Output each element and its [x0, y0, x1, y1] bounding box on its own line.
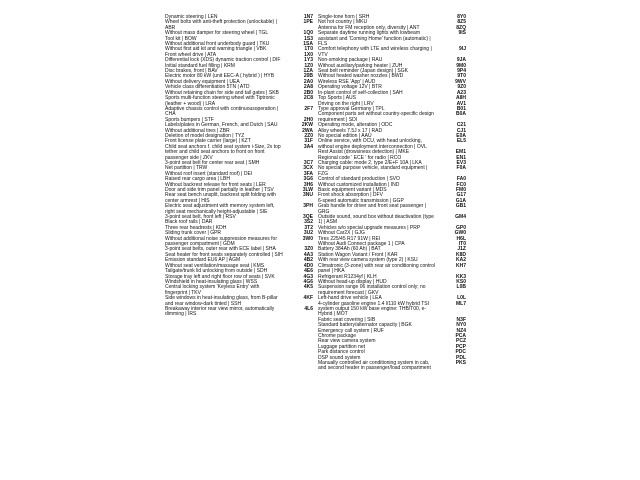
- option-list-left: [165, 15, 313, 318]
- option-description: Grab handle for driver and front seat passenger | GRG: [318, 203, 427, 215]
- option-entry: [318, 302, 466, 318]
- option-code: 2A0: [303, 78, 313, 85]
- option-description: Chrome package: [318, 332, 357, 339]
- option-description: Without seat ventilation/massage seat | KMS: [165, 262, 265, 269]
- option-code: 2Z0: [304, 132, 313, 139]
- option-description: Without customized installation | IND: [318, 181, 400, 188]
- option-description: Park distance control: [318, 349, 365, 356]
- option-entry: [318, 31, 466, 47]
- option-entry: [318, 264, 466, 275]
- option-code: 9IS: [458, 30, 466, 37]
- option-code: 2C8: [303, 95, 313, 102]
- option-description: No special edition | AAU: [318, 132, 372, 139]
- option-code: PCA: [455, 332, 466, 339]
- option-code: AV1: [456, 100, 466, 107]
- option-code: 20B: [303, 73, 313, 80]
- option-description: Without first aid kit and warning triangle | VBK: [165, 46, 267, 53]
- option-code: 2A8: [303, 84, 313, 91]
- option-code: 9Z0: [457, 84, 466, 91]
- option-description: Seat belt reminder (Japan design) | SGK: [318, 68, 408, 75]
- option-description: Component parts set without country-specific design requirement | SDI: [318, 111, 434, 123]
- option-code: PDC: [455, 349, 466, 356]
- option-code: 4D0: [303, 262, 313, 269]
- option-description: Rest Assist (drowsiness detection) | MKE: [318, 149, 410, 156]
- option-code: 3S2: [304, 219, 313, 226]
- option-description: Door and side trim panel partially in leather | TSV: [165, 187, 274, 193]
- option-code: PDL: [456, 354, 466, 361]
- option-description: Wheel bolts with anti-theft protection (unlockable) | ABR: [165, 19, 277, 31]
- option-code: 1N7: [303, 14, 313, 20]
- option-description: Windshield in heat-insulating glass | WSS: [165, 278, 258, 285]
- option-code: 3Z0: [304, 246, 313, 253]
- option-code: N3F: [456, 316, 466, 323]
- option-description: Operating mode, alteration | ODC: [318, 122, 393, 129]
- option-description: Without backrest release for front seats | LER: [165, 181, 266, 188]
- option-code: 8Y0: [457, 14, 466, 20]
- option-code: FA0: [456, 176, 466, 183]
- option-description: Without Audi Connect package 1 | CPA: [318, 241, 405, 248]
- option-code: FM0: [456, 187, 466, 193]
- option-description: In-plant control of self-collection | SAH: [318, 89, 403, 96]
- option-code: A23: [456, 89, 466, 96]
- option-description: Without auxiliary/parking heater | ZUH: [318, 62, 403, 69]
- option-code: C21: [456, 122, 466, 129]
- option-code: 3H6: [303, 181, 313, 188]
- option-entry: [165, 145, 313, 161]
- option-description: Operating voltage 12V | BTR: [318, 84, 382, 91]
- option-description: Vehicles w/o special upgrade measures | PRP: [318, 224, 421, 231]
- option-code: 3U2: [303, 230, 313, 237]
- option-code: ML7: [456, 300, 466, 307]
- option-description: 6-speed automatic transmission | GGP: [318, 197, 404, 204]
- option-description: Outside sound, sound box without deactivation (type 1) | ASM: [318, 214, 434, 226]
- option-code: EL5: [456, 138, 466, 145]
- option-description: Side windows in heat-insulating glass, from B-pillar and rear window-dark tinted | SSH: [165, 295, 278, 307]
- option-code: IT0: [458, 241, 466, 248]
- option-code: 9JA: [456, 57, 466, 64]
- option-description: Station Wagon Variant / Front | KAR: [318, 251, 398, 258]
- option-description: Storage tray left and right floor row of seats | SVK: [165, 273, 275, 280]
- option-code: KH7: [455, 262, 466, 269]
- option-description: Sports multi-function steering wheel with Tiptronic (leather + wood) | LRA: [165, 95, 275, 107]
- option-code: 2B0: [303, 89, 313, 96]
- option-code: 3W0: [302, 235, 313, 242]
- option-code: 8ZQ: [456, 24, 466, 31]
- option-code: CJ1: [456, 127, 466, 134]
- option-code: 3A4: [303, 143, 313, 150]
- option-description: Disc brakes, front | BAV: [165, 68, 218, 75]
- option-code: 1PE: [303, 19, 313, 26]
- option-description: Non-smoking package | RAU: [318, 57, 383, 64]
- option-code: 4L6: [304, 305, 313, 312]
- option-description: Front shock absorption | DFV: [318, 192, 383, 199]
- option-code: 3LW: [302, 187, 313, 193]
- option-code: 3QE: [302, 214, 313, 221]
- option-description: Refrigerant R1234yf | KLH: [318, 273, 377, 280]
- option-code: A8H: [455, 95, 466, 102]
- option-code: 3PH: [303, 203, 313, 210]
- option-code: 2F7: [304, 105, 313, 112]
- option-description: Not hot country | MKU: [318, 19, 368, 26]
- option-description: Without head-up display | HUD: [318, 278, 387, 285]
- option-code: 1Y3: [304, 57, 313, 64]
- option-code: 4KF: [303, 295, 313, 302]
- option-code: PCP: [455, 343, 466, 350]
- option-code: PCZ: [456, 338, 466, 345]
- option-description: DSP sound system: [318, 354, 361, 361]
- option-entry: [318, 361, 466, 372]
- option-code: KK3: [455, 273, 466, 280]
- option-code: 4A3: [303, 251, 313, 258]
- option-code: 1Z0: [304, 62, 313, 69]
- option-description: Electric seat adjustment with memory system left, right seat mechanically height-adjustable | SIE: [165, 203, 275, 215]
- option-code: 1SA: [303, 41, 313, 48]
- option-description: Without additional noise suppression measures for passenger compartment | GDM: [165, 235, 278, 248]
- option-code: 2WA: [302, 127, 313, 134]
- option-code: KA2: [455, 257, 466, 264]
- option-description: Electric motor 80 kW (unit EEC-A ( hybrid ) | HYB: [165, 73, 275, 80]
- option-code: 3C7: [303, 159, 313, 166]
- option-code: G1A: [455, 197, 466, 204]
- option-description: Front license plate carrier (large) | KZT: [165, 138, 251, 145]
- option-description: Regional code ' ECE ' for radio | RCO: [318, 154, 402, 161]
- option-description: Top Sports | AUS: [318, 95, 356, 102]
- option-description: Without roof insert (standard roof) | DEI: [165, 170, 253, 177]
- option-list-right: [318, 15, 466, 372]
- option-description: Without additional front underbody guard | TKU: [165, 41, 270, 48]
- option-description: Emission standard EU6 AP | AGM: [165, 257, 241, 264]
- option-code: 9T0: [457, 73, 466, 80]
- option-description: With rear view camera system (type 2) | KSU: [318, 257, 418, 264]
- option-code: H6L: [456, 235, 466, 242]
- option-description: Luggage partition net: [318, 343, 365, 350]
- option-code: KS0: [456, 278, 466, 285]
- option-description: Sliding trunk cover | GPR: [165, 230, 222, 237]
- option-code: 4K5: [303, 284, 313, 291]
- option-description: Without retaining chain for side and tail gates | SKB: [165, 89, 279, 96]
- option-code: F0A: [456, 165, 466, 172]
- option-code: G17: [456, 192, 466, 199]
- option-code: 4G3: [303, 273, 313, 280]
- option-description: Deletion of model designation | TYZ: [165, 132, 245, 139]
- option-code: GP0: [455, 224, 466, 231]
- option-description: Rear seat bench unsplit, backrest split folding with center armrest | HIS: [165, 192, 276, 204]
- option-code: E0A: [456, 132, 466, 139]
- option-description: 4-cylinder gasoline engine 1.4 l/110 kW hybrid TSI system output 150 kW base engine: THB/T00, e-Hybrid | MOT: [318, 300, 429, 318]
- option-code: 9P4: [457, 68, 466, 75]
- option-description: Differential lock (XDS) dynamic traction control | DIF: [165, 57, 281, 64]
- option-code: GW0: [454, 230, 466, 237]
- option-description: Without mass damper for steering wheel | TGL: [165, 30, 269, 37]
- option-description: Separate daytime running lights with lowbeam assistant and 'Coming Home' function (automatic) | FLS: [318, 30, 431, 48]
- option-code: GM4: [455, 214, 466, 221]
- option-description: Initial standard fuel filling | KRM: [165, 62, 235, 69]
- option-description: Battery 384Ah (60 Ah) | BAT: [318, 246, 381, 253]
- option-entry: [165, 307, 313, 318]
- option-description: Seat heater for front seats separately controlled | SIH: [165, 251, 283, 258]
- option-description: Control of standard production | SVO: [318, 176, 400, 183]
- option-description: Single-tone horn | SRH: [318, 14, 370, 20]
- option-description: Breakaway interior rear view mirror, automatically dimming | IRS: [165, 305, 275, 318]
- option-code: 8Z5: [457, 19, 466, 26]
- option-description: Adaptive chassis control with continuousoperation | CHA: [165, 105, 279, 118]
- option-description: Type approval Germany | TPL: [318, 105, 385, 112]
- option-description: Emergency call system | RUF: [318, 327, 384, 334]
- option-code: 3CX: [303, 165, 313, 172]
- option-description: Front wheel drive | ATA: [165, 51, 217, 58]
- option-description: Three rear headrests | KDH: [165, 224, 227, 231]
- option-description: Standard battery/alternator capacity | BGK: [318, 322, 412, 329]
- option-description: Online service, with OCU, with head unlocking, without engine deployment interconnection | OVL: [318, 138, 427, 150]
- option-description: Without additional tires | ZBR: [165, 127, 230, 134]
- option-code: B0A: [455, 111, 466, 118]
- option-description: Suspension range 06 installation control only; no requirement forecast | GKV: [318, 284, 426, 296]
- option-code: 1Q0: [303, 30, 313, 37]
- option-code: EM1: [455, 149, 466, 156]
- option-description: 3-point seat belt, front left | RSV: [165, 214, 236, 221]
- option-description: Left-hand drive vehicle | LEA: [318, 295, 382, 302]
- option-code: 4E6: [304, 268, 313, 275]
- option-code: 9M0: [456, 62, 466, 69]
- option-code: L0B: [456, 284, 466, 291]
- option-description: Tires 225/45 R17 91W | REI: [318, 235, 381, 242]
- option-code: 9WV: [455, 78, 466, 85]
- option-code: EV3: [456, 159, 466, 166]
- option-code: EN1: [456, 154, 466, 161]
- option-code: 2H0: [303, 116, 313, 123]
- option-description: Without heated washer nozzles | BWD: [318, 73, 404, 80]
- option-code: 4G6: [303, 278, 313, 285]
- option-code: GB1: [455, 203, 466, 210]
- option-code: 1ZA: [303, 68, 313, 75]
- option-code: FC0: [456, 181, 466, 188]
- option-description: No special purpose vehicle, standard equipment | FZG: [318, 165, 428, 177]
- option-description: Tailgate/trunk lid unlocking from outside | SDH: [165, 268, 268, 275]
- option-description: Manually controlled air conditioning system in cab, and second heater in passenger/load compartment: [318, 360, 431, 372]
- option-description: Tool kit | BOW: [165, 35, 197, 42]
- option-code: 3G6: [303, 176, 313, 183]
- option-description: Sports bumpers | STF: [165, 116, 214, 123]
- option-description: Charging cable: mode 2, type 2/E+F 10A | LKA: [318, 159, 422, 166]
- option-description: Antenna for FM reception only, diversity | ANT: [318, 24, 420, 31]
- option-description: Alloy wheels 7.5J x 17 | RAD: [318, 127, 383, 134]
- option-description: Black roof rails | DAR: [165, 219, 213, 226]
- option-description: Fabric seat covering | SIB: [318, 316, 376, 323]
- option-code: NZ4: [456, 327, 466, 334]
- option-description: Driving on the right | LRV: [318, 100, 374, 107]
- option-description: Without delivery equipment | UEA: [165, 78, 240, 85]
- option-description: Vehicle class differentiation 5TN | ATD: [165, 84, 250, 91]
- option-code: 3T2: [304, 224, 313, 231]
- option-code: 3FA: [303, 170, 313, 177]
- option-description: Central locking system 'Keyless Entry' with fingerprint | TKV: [165, 284, 260, 296]
- option-description: Without Car2X | GJG: [318, 230, 365, 237]
- option-code: L0L: [457, 295, 466, 302]
- option-description: Dynamic steering | LEN: [165, 14, 218, 20]
- option-code: 31F: [304, 138, 313, 145]
- option-description: 3-point seat belt for center rear seat | SMH: [165, 159, 260, 166]
- option-code: PKS: [455, 360, 466, 366]
- option-code: 4B2: [303, 257, 313, 264]
- option-description: Labels/plates in German, French, and Dutch | SAU: [165, 122, 278, 129]
- option-code: B01: [456, 105, 466, 112]
- option-description: Climatronic (3-zone) with rear air conditioning control panel | HKA: [318, 262, 435, 275]
- option-code: K8D: [455, 251, 466, 258]
- option-description: Wireless RSE 'App' | AUD: [318, 78, 376, 85]
- option-code: 1X0: [304, 51, 313, 58]
- option-description: Raised rear cargo area | LBH: [165, 176, 230, 183]
- option-description: Basic equipment variant | MDS: [318, 187, 387, 193]
- option-code: 1S3: [304, 35, 313, 42]
- option-code: 1T0: [304, 46, 313, 53]
- option-description: Net partition | TRW: [165, 165, 208, 172]
- option-code: 3NU: [302, 192, 313, 199]
- option-code: 2KW: [301, 122, 313, 129]
- option-description: Child seat anchors f. child seat system i-Size, 2x top tether and child seat anchors to front on front passenger side | ZKV: [165, 143, 281, 161]
- option-description: Comfort telephony with LTE and wireless charging | VTV: [318, 46, 432, 58]
- option-code: 9IJ: [459, 46, 466, 53]
- option-description: 3-point seat belts, outer rear with ECE label | SHA: [165, 246, 276, 253]
- option-code: NY0: [456, 322, 466, 329]
- option-description: Rear view camera system: [318, 338, 376, 345]
- option-code: J1Z: [457, 246, 466, 253]
